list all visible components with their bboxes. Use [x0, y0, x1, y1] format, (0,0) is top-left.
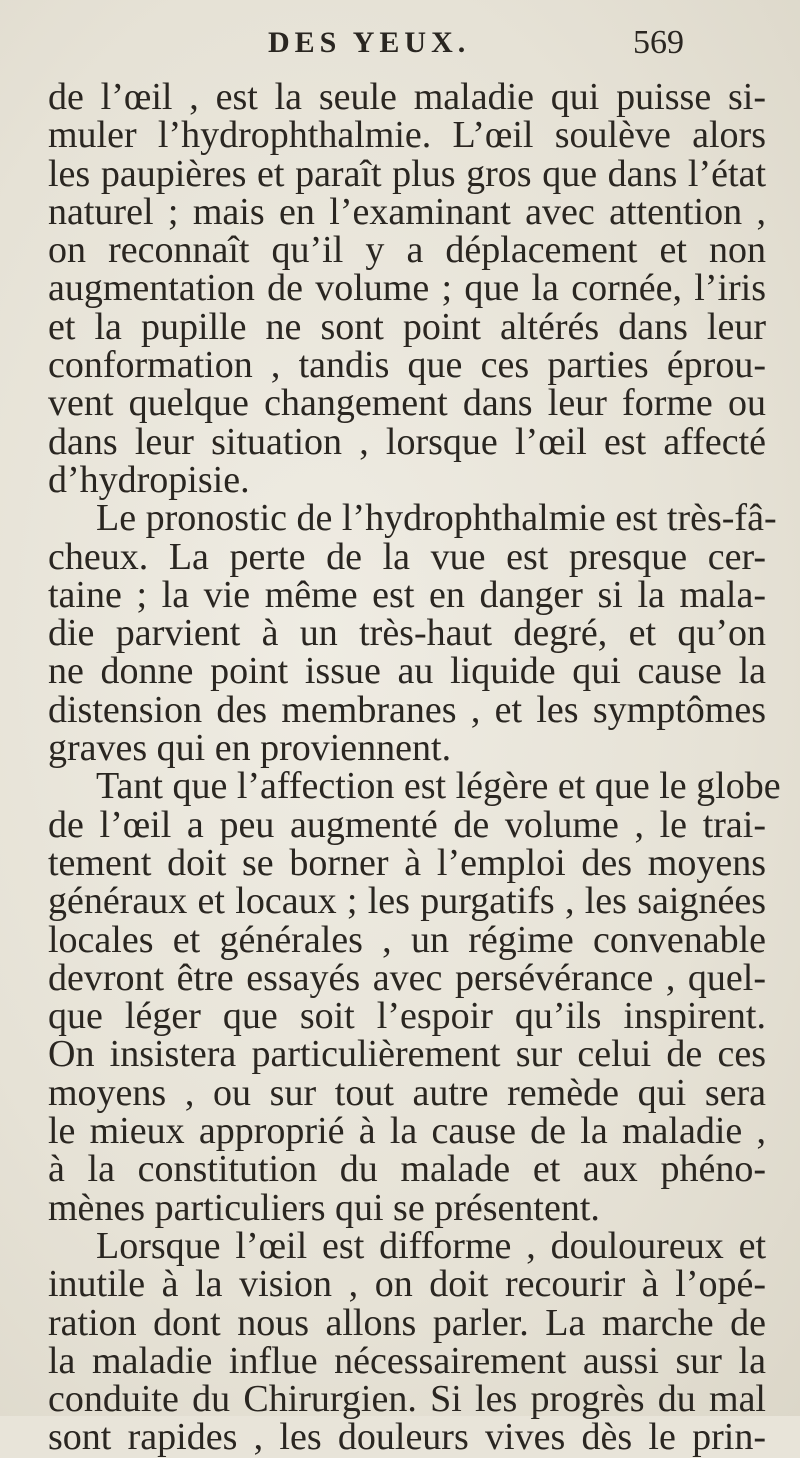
text-line: conformation , tandis que ces parties éprou-: [48, 344, 766, 387]
text-line: muler l’hydrophthalmie. L’œil soulève alors: [48, 114, 766, 157]
text-line: ne donne point issue au liquide qui cause la: [48, 650, 766, 693]
text-line: devront être essayés avec persévérance , quel-: [48, 956, 766, 999]
running-head: [48, 0, 766, 78]
text-line: Le pronostic de l’hydrophthalmie est très-fâ-: [96, 497, 777, 540]
text-line: le mieux approprié à la cause de la maladie ,: [48, 1110, 766, 1153]
page-number: 569: [633, 24, 684, 61]
text-line: graves qui en proviennent.: [48, 727, 452, 770]
text-line: généraux et locaux ; les purgatifs , les saignées: [48, 880, 766, 923]
text-line: conduite du Chirurgien. Si les progrès du mal: [48, 1378, 766, 1421]
text-line: naturel ; mais en l’examinant avec attention ,: [48, 190, 766, 233]
text-line: dans leur situation , lorsque l’œil est affecté: [48, 420, 766, 463]
text-line: la maladie influe nécessairement aussi sur la: [48, 1339, 766, 1382]
text-line: sont rapides , les douleurs vives dès le prin-: [48, 1416, 766, 1458]
text-line: que léger que soit l’espoir qu’ils inspirent.: [48, 995, 766, 1038]
text-line: mènes particuliers qui se présentent.: [48, 1186, 600, 1229]
text-line: augmentation de volume ; que la cornée, l’iris: [48, 267, 766, 310]
text-line: cheux. La perte de la vue est presque cer-: [48, 535, 766, 578]
text-line: tement doit se borner à l’emploi des moyens: [48, 841, 766, 884]
text-line: de l’œil a peu augmenté de volume , le trai-: [48, 803, 766, 846]
text-line: à la constitution du malade et aux phéno-: [48, 1148, 766, 1191]
body-text: [48, 76, 781, 1458]
text-line: Lorsque l’œil est difforme , douloureux et: [96, 1224, 766, 1267]
running-title: DES YEUX.: [268, 26, 471, 59]
text-line: inutile à la vision , on doit recourir à l’opé-: [48, 1263, 766, 1306]
text-line: de l’œil , est la seule maladie qui puisse si-: [48, 76, 766, 118]
text-line: locales et générales , un régime convenable: [48, 918, 766, 961]
text-line: distension des membranes , et les symptômes: [48, 688, 766, 731]
text-line: ration dont nous allons parler. La marche de: [48, 1301, 766, 1344]
text-line: die parvient à un très-haut degré, et qu’on: [48, 612, 766, 655]
text-line: moyens , ou sur tout autre remède qui sera: [48, 1071, 766, 1114]
text-line: vent quelque changement dans leur forme ou: [48, 382, 766, 425]
text-line: Tant que l’affection est légère et que le globe: [96, 765, 781, 808]
text-line: on reconnaît qu’il y a déplacement et non: [48, 229, 766, 272]
text-line: les paupières et paraît plus gros que dans l’état: [48, 152, 766, 195]
text-line: et la pupille ne sont point altérés dans leur: [48, 305, 766, 348]
text-line: d’hydropisie.: [48, 458, 250, 501]
text-line: taine ; la vie même est en danger si la mala-: [48, 573, 766, 616]
text-line: On insistera particulièrement sur celui de ces: [48, 1033, 766, 1076]
